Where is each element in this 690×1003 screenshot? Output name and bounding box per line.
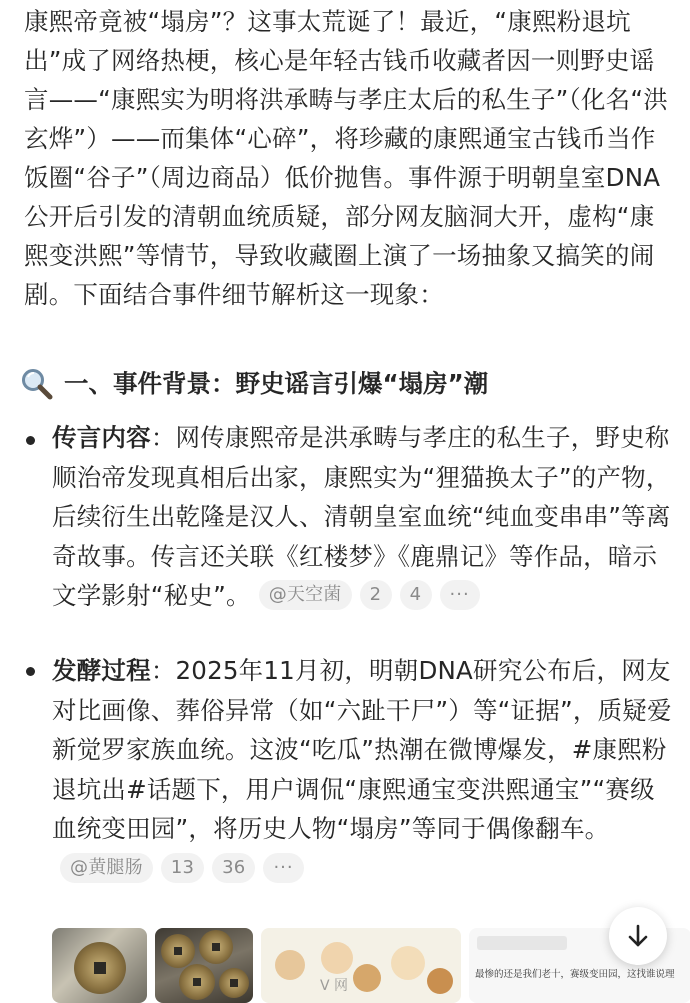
reference-meta [259, 580, 480, 610]
reference-count-chip[interactable]: 4 [400, 580, 432, 610]
bullet-label: 传言内容 [52, 423, 151, 452]
comment-caption: 最惨的还是我们老十，赛级变田园，这找谁说理 [475, 969, 675, 980]
reference-count-chip[interactable]: 13 [161, 853, 204, 883]
blurred-username [477, 936, 567, 950]
coin-image [179, 964, 215, 1000]
section-heading [20, 362, 488, 406]
reference-meta [60, 853, 304, 883]
cartoon-face [427, 968, 453, 994]
bullet-dot [26, 436, 35, 445]
coin-image [219, 968, 249, 998]
bullet-item-rumor [52, 418, 672, 616]
scroll-down-button[interactable] [609, 907, 667, 965]
cartoon-meme-thumbnail[interactable] [261, 928, 461, 1003]
bullet-item-spread [52, 651, 672, 888]
section-title: 一、事件背景：野史谣言引爆“塌房”潮 [64, 369, 489, 398]
watermark: V 网 [320, 978, 349, 994]
coin-image [199, 930, 233, 964]
bullet-text: ：2025年11月初，明朝DNA研究公布后，网友对比画像、葬俗异常（如“六趾干尸”）等“证据”，质疑爱新觉罗家族血统。这波“吃瓜”热潮在微博爆发，#康熙粉退坑出#话题下，用户调侃“康熙通宝变洪熙通宝”“赛级血统变田园”，将历史人物“塌房”等同于偶像翻车。 [52, 656, 672, 843]
bullet-text: ：网传康熙帝是洪承畴与孝庄的私生子，野史称顺治帝发现真相后出家，康熙实为“狸猫换太子”的产物，后续衍生出乾隆是汉人、清朝皇室血统“纯血变串串”等离奇故事。传言还关联《红楼梦》《鹿鼎记》等作品，暗示文学影射“秘史”。 [52, 423, 671, 610]
reference-count-chip[interactable]: 36 [212, 853, 255, 883]
intro-paragraph: 康熙帝竟被“塌房”？这事太荒诞了！最近，“康熙粉退坑出”成了网络热梗，核心是年轻古钱币收藏者因一则野史谣言——“康熙实为明将洪承畴与孝庄太后的私生子”（化名“洪玄烨”）——而集体“心碎”，将珍藏的康熙通宝古钱币当作饭圈“谷子”（周边商品）低价抛售。事件源于明朝皇室DNA公开后引发的清朝血统质疑，部分网友脑洞大开，虚构“康熙变洪熙”等情节，导致收藏圈上演了一场抽象又搞笑的闹剧。下面结合事件细节解析这一现象： [24, 7, 668, 309]
bullet-label: 发酵过程 [52, 656, 151, 685]
cartoon-face [275, 950, 305, 980]
coin-image [161, 934, 195, 968]
source-chip[interactable]: @天空菌 [259, 580, 352, 610]
cartoon-face [391, 946, 425, 980]
cartoon-face [353, 964, 381, 992]
cartoon-face [321, 942, 353, 974]
magnifier-icon [20, 367, 54, 401]
coins-pile-thumbnail[interactable] [155, 928, 253, 1003]
reference-count-chip[interactable]: 2 [360, 580, 392, 610]
coin-photo-thumbnail[interactable] [52, 928, 147, 1003]
arrow-down-icon [625, 923, 651, 949]
more-icon[interactable]: ··· [263, 853, 303, 883]
image-strip [52, 928, 690, 1003]
source-chip[interactable]: @黄腿肠 [60, 853, 153, 883]
more-icon[interactable]: ··· [440, 580, 480, 610]
bullet-dot [26, 667, 35, 676]
coin-image [74, 942, 126, 994]
